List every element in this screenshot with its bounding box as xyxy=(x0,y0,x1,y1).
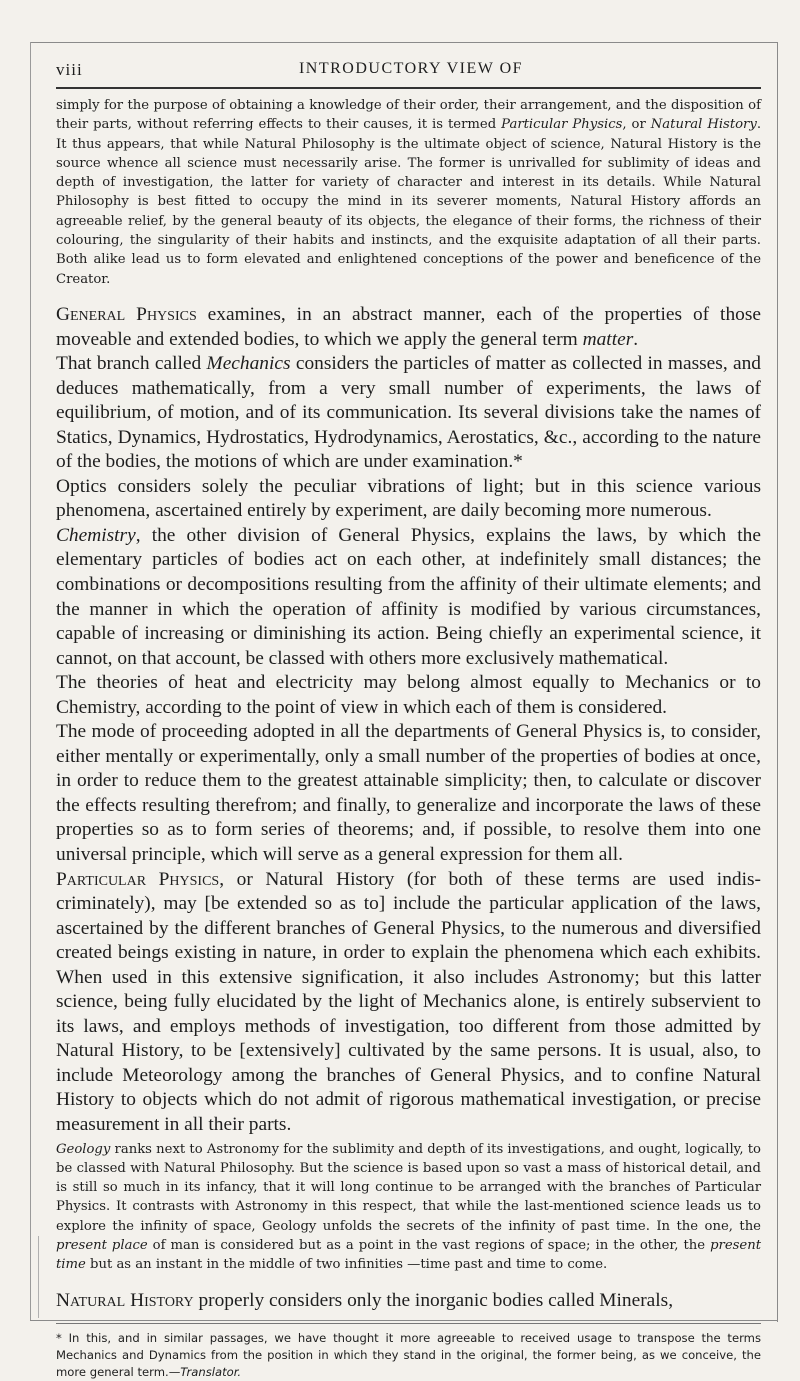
small-caps-general-physics: General Physics xyxy=(56,303,197,325)
paragraph-text: . xyxy=(633,328,639,350)
emphasis-mechanics: Mechanics xyxy=(206,353,291,375)
page-body xyxy=(56,96,761,1381)
paragraph-text: but as an instant in the middle of two infinities —time past and time to come. xyxy=(85,1257,608,1273)
running-head: INTRODUCTORY VIEW OF xyxy=(298,60,524,77)
paragraph-natural-history xyxy=(56,1289,761,1314)
paragraph-text: properly considers only the inorganic bodies called Minerals, xyxy=(193,1289,674,1311)
paragraph-text: , the other division of General Physics, explains the laws, by which the elementary particles of bodies act on each other, at indefinitely small distances; the combinations or decompositions resulting from the affinity of their ultimate elements; and the manner in which the operation of affinity is modified by various circumstances, capable of increasing or diminishing its action. Being chiefly an experimental science, it cannot, on that account, be classed with others more exclusively mathematical. xyxy=(56,524,761,669)
paragraph-text: ranks next to Astronomy for the sublimity and depth of its investigations, and ought, logically, to be classed with Natural Philosophy. But the science is based upon so vast a mass of historical detail, and is still so much in its infancy, that it will long continue to be arranged with the branches of Particular Physics. It contrasts with Astronomy in this respect, that while the last-mentioned science leads us to explore the infinity of space, Geology unfolds the secrets of the infinity of past time. In the one, the xyxy=(56,1141,761,1234)
footnote xyxy=(56,1330,761,1381)
paragraph-mode-of-proceeding: The mode of proceeding adopted in all the departments of General Physics is, to consider, either mentally or experimentally, only a small number of the properties of bodies at once, in order to reduce them to the greatest attainable simplicity; then, to calculate or discover the effects resulting therefrom; and finally, to generalize and incorporate the laws of these properties so as to form series of theorems; and, if possible, to resolve them into one universal principle, which will serve as a general expression for them all. xyxy=(56,721,761,865)
paragraph-geology xyxy=(56,1140,761,1275)
paragraph-particular-physics xyxy=(56,868,761,1138)
paragraph-text: considers the particles of matter as collected in masses, and deduces mathematically, from a very small number of experiments, the laws of equilibrium, of motion, and of its communication. Its several divisions take the names of Statics, Dynamics, Hydrostatics, Hydrodynamics, Aerostatics, &c., according to the nature of the bodies, the motions of which are under examination.* xyxy=(56,353,762,473)
small-caps-natural-history: Natural History xyxy=(56,1289,194,1311)
page-header xyxy=(56,60,766,84)
frame-border-left xyxy=(30,42,31,1320)
paragraph-text: That branch called xyxy=(56,353,207,375)
footnote-rule xyxy=(56,1323,761,1324)
emphasis-present-time: present time xyxy=(56,1238,761,1273)
paragraph-mechanics xyxy=(56,352,761,475)
paragraph-chemistry xyxy=(56,524,761,671)
footnote-signature: Translator. xyxy=(180,1365,242,1380)
paragraph-intro xyxy=(56,96,761,289)
paragraph-general-physics xyxy=(56,303,761,352)
paragraph-text: simply for the purpose of obtaining a knowledge of their order, their arrangement, and the disposition of their parts, without referring effects to their causes, it is termed xyxy=(56,98,761,133)
paragraph-heat-electricity: The theories of heat and electricity may belong almost equally to Mechanics or to Chemistry, according to the point of view in which each of them is considered. xyxy=(56,672,761,718)
header-rule xyxy=(56,87,761,89)
small-caps-particular-physics: Particular Physics xyxy=(56,868,220,890)
emphasis-matter: matter xyxy=(582,328,634,350)
footnote-text: * In this, and in similar passages, we have thought it more agreeable to received usage to transpose the terms Mechanics and Dynamics from the position in which they stand in the original, the former being, as we conceive, the more general term.— xyxy=(56,1331,761,1380)
page-number: viii xyxy=(56,60,83,79)
emphasis-particular-physics: Particular Physics xyxy=(501,117,623,133)
paragraph-text: of man is considered but as a point in the vast regions of space; in the other, the xyxy=(147,1238,711,1254)
paragraph-optics: Optics considers solely the peculiar vibrations of light; but in this science various phenomena, ascertained entirely by experiment, are daily becoming more numerous. xyxy=(56,475,761,522)
emphasis-chemistry: Chemistry xyxy=(56,524,136,546)
paragraph-text: . It thus appears, that while Natural Philosophy is the ultimate object of science, Natural History is the source whence all science must necessarily arise. The former is unrivalled for sublimity of ideas and depth of investigation, the latter for variety of character and interest in its details. While Natural Philosophy is best fitted to occupy the mind in its severer moments, Natural History affords an agreeable relief, by the general beauty of its objects, the elegance of their forms, the richness of their colouring, the singularity of their habits and instincts, and the exquisite adaptation of all their parts. Both alike lead us to form elevated and enlightened conceptions of the power and beneficence of the Creator. xyxy=(56,117,762,287)
frame-border-right xyxy=(777,42,778,1322)
frame-border-inner-left xyxy=(38,1236,39,1318)
paragraph-text: , or Natural History (for both of these terms are used indiscriminately), may [be extended so as to] include the particular application of the laws, ascertained by the different branches of General Physics, to the numerous and diversified created beings existing in nature, in order to explain the phenomena which each exhibits. When used in this extensive signification, it also includes Astronomy; but this latter science, being fully elucidated by the light of Mechanics alone, is entirely subservient to its laws, and employs methods of investigation, too different from those admitted by Natural History, to be [extensively] cultivated by the same persons. It is usual, also, to include Meteorology among the branches of General Physics, and to confine Natural History to objects which do not admit of rigorous mathematical investigation, or precise measurement in all their parts. xyxy=(56,868,761,1136)
emphasis-present-place: present place xyxy=(56,1238,148,1254)
emphasis-geology: Geology xyxy=(56,1141,111,1157)
frame-border-top xyxy=(30,42,777,43)
paragraph-text: examines, in an abstract manner, each of the properties of those moveable and extended bodies, to which we apply the general term xyxy=(56,303,761,350)
emphasis-natural-history: Natural History xyxy=(650,117,757,133)
paragraph-text: , or xyxy=(622,117,651,133)
